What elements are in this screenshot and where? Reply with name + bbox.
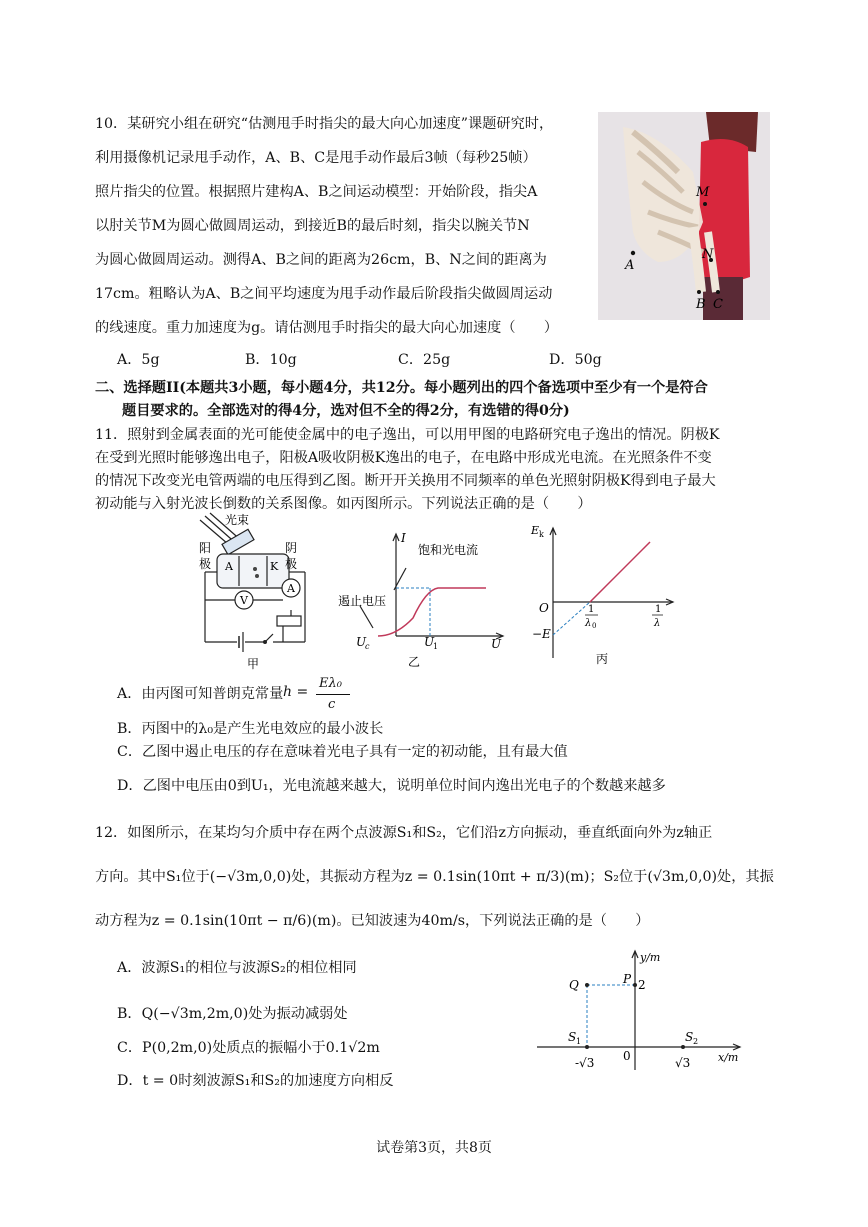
q10-line-1: 10．某研究小组在研究“估测甩手时指尖的最大向心加速度”课题研究时， (95, 116, 554, 132)
yi-u1-sub: 1 (433, 642, 439, 651)
formula-denominator: c (328, 697, 336, 712)
q12-tick-neg-rt3: -√3 (575, 1056, 595, 1070)
q12-option-b: B．Q(−√3m,2m,0)处为振动减弱处 (117, 1006, 348, 1022)
q12-tick-2: 2 (638, 978, 646, 992)
bing-origin: O (539, 601, 549, 615)
q12-s1-sub: 1 (576, 1037, 582, 1046)
q11-figure-yi (338, 528, 508, 673)
q10-option-a: A．5g (117, 352, 160, 368)
q12-point-q: Q (569, 978, 579, 992)
q12-s2-sub: 2 (693, 1037, 699, 1046)
q12-line-1: 12．如图所示，在某均匀介质中存在两个点波源S₁和S₂，它们沿z方向振动，垂直纸面向外为z轴正 (95, 825, 713, 841)
yi-uc-label: U (356, 635, 367, 649)
section-2-heading: 二、选择题II(本题共3小题，每小题4分，共12分。每小题列出的四个备选项中至少有一个是符合 (95, 380, 708, 396)
saturation-current-label: 饱和光电流 (418, 543, 479, 557)
anode-plate-label: A (225, 560, 233, 573)
q12-point-p: P (623, 972, 632, 986)
bing-lambda0-den: λ (585, 618, 592, 629)
section-2-heading-cont: 题目要求的。全部选对的得4分，选对但不全的得2分，有选错的得0分) (122, 403, 570, 419)
q10-line-6: 17cm。粗略认为A、B之间平均速度为甩手动作最后阶段指尖做圆周运动 (95, 286, 553, 302)
q12-axis-y: y/m (640, 951, 661, 964)
bing-neg-e: −E (532, 627, 551, 641)
q11-option-b: B．丙图中的λ₀是产生光电效应的最小波长 (117, 721, 384, 737)
yi-axis-u: U (491, 637, 502, 651)
photo-label-N: N (702, 247, 714, 262)
formula-h: h = (283, 684, 309, 700)
stopping-voltage-label: 遏止电压 (338, 594, 387, 608)
q11-option-d: D．乙图中电压由0到U₁，光电流越来越大，说明单位时间内逸出光电子的个数越来越多 (117, 778, 666, 794)
q10-line-2: 利用摄像机记录甩手动作，A、B、C是甩手动作最后3帧（每秒25帧） (95, 150, 537, 166)
q12-tick-rt3: √3 (675, 1056, 691, 1070)
q12-graph (535, 945, 750, 1075)
photo-label-A: A (625, 258, 635, 273)
q10-option-b: B．10g (245, 352, 297, 368)
q11-option-a: A．由丙图可知普朗克常量 (117, 686, 284, 702)
photo-label-M: M (696, 185, 710, 200)
q12-s2: S (685, 1030, 694, 1044)
q11-option-c: C．乙图中遏止电压的存在意味着光电子具有一定的初动能，且有最大值 (117, 744, 568, 760)
formula-numerator: Eλ₀ (319, 676, 342, 691)
photo-label-B: B (696, 297, 706, 312)
q12-s1: S (568, 1030, 577, 1044)
voltmeter-label: V (240, 594, 248, 607)
q10-photo (598, 112, 770, 320)
anode-label-2: 极 (199, 557, 212, 571)
bing-lambda-num: 1 (655, 604, 662, 615)
anode-label-1: 阳 (199, 541, 212, 555)
q12-origin: 0 (623, 1049, 631, 1063)
q11-line-4: 初动能与入射光波长倒数的关系图像。如丙图所示。下列说法正确的是（ ） (95, 496, 592, 512)
q12-line-2: 方向。其中S₁位于(−√3m,0,0)处，其振动方程为z = 0.1sin(10πt + π/3)(m)；S₂位于(√3m,0,0)处，其振 (95, 869, 774, 885)
q11-figure-bing (528, 520, 678, 670)
bing-lambda-den: λ (654, 618, 661, 629)
figure-bing-caption: 丙 (596, 652, 609, 666)
yi-uc-sub: c (365, 642, 370, 651)
q10-option-c: C．25g (398, 352, 451, 368)
q10-option-d: D．50g (549, 352, 602, 368)
figure-yi-caption: 乙 (408, 655, 421, 669)
q10-line-3: 照片指尖的位置。根据照片建构A、B之间运动模型：开始阶段，指尖A (95, 184, 538, 200)
bing-lambda0-sub: 0 (592, 622, 597, 630)
yi-axis-i: I (401, 531, 406, 545)
q11-line-3: 的情况下改变光电管两端的电压得到乙图。断开开关换用不同频率的单色光照射阴极K得到电子最大 (95, 473, 716, 489)
beam-label: 光束 (225, 513, 250, 527)
page-footer: 试卷第3页，共8页 (376, 1140, 492, 1156)
q12-option-d: D．t = 0时刻波源S₁和S₂的加速度方向相反 (117, 1073, 394, 1089)
q10-line-5: 为圆心做圆周运动。测得A、B之间的距离为26cm，B、N之间的距离为 (95, 252, 547, 268)
q12-axis-x: x/m (718, 1051, 739, 1064)
q11-figure-jia (195, 512, 320, 672)
q12-option-a: A．波源S₁的相位与波源S₂的相位相同 (117, 960, 357, 976)
q12-option-c: C．P(0,2m,0)处质点的振幅小于0.1√2m (117, 1040, 380, 1056)
q11-line-2: 在受到光照时能够逸出电子，阳极A吸收阴极K逸出的电子，在电路中形成光电流。在光照条件不变 (95, 450, 712, 466)
q12-line-3: 动方程为z = 0.1sin(10πt − π/6)(m)。已知波速为40m/s，下列说法正确的是（ ） (95, 913, 650, 929)
q11-line-1: 11．照射到金属表面的光可能使金属中的电子逸出，可以用甲图的电路研究电子逸出的情况。阴极K (95, 427, 720, 443)
yi-u1-label: U (424, 635, 435, 649)
bing-axis-ek: E (531, 524, 540, 537)
ammeter-label: A (287, 582, 295, 595)
formula-bar (316, 694, 350, 695)
photo-label-C: C (713, 297, 723, 312)
bing-axis-ek-sub: k (539, 530, 544, 539)
figure-jia-caption: 甲 (247, 657, 260, 671)
cathode-plate-label: K (270, 560, 279, 573)
bing-lambda0-num: 1 (588, 604, 595, 615)
cathode-label-1: 阴 (285, 541, 298, 555)
cathode-label-2: 极 (285, 557, 298, 571)
q10-line-4: 以肘关节M为圆心做圆周运动，到接近B的最后时刻，指尖以腕关节N (95, 218, 530, 234)
q10-line-7: 的线速度。重力加速度为g。请估测甩手时指尖的最大向心加速度（ ） (95, 320, 559, 336)
